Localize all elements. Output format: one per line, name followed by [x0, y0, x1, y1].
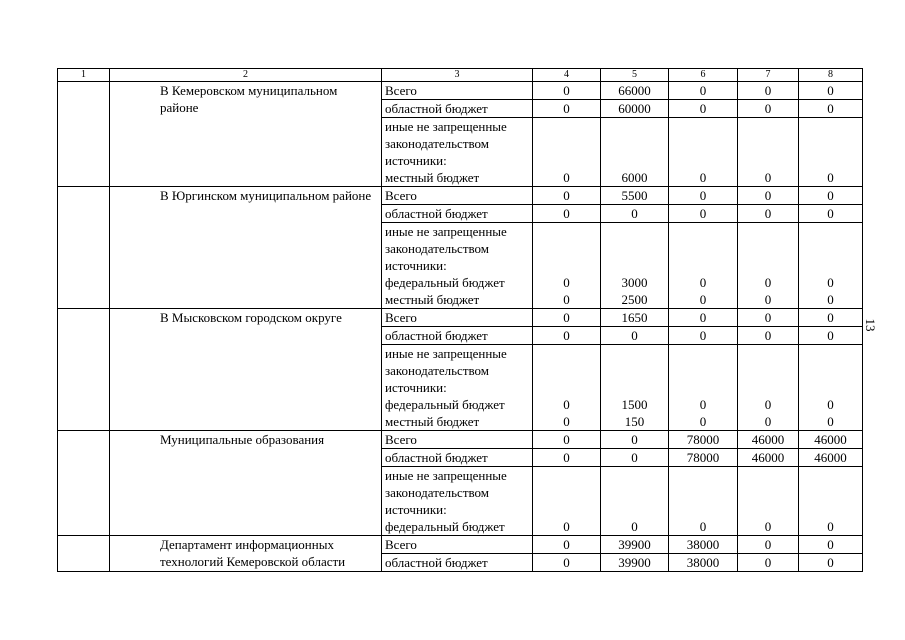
value-cell: 0 [738, 536, 799, 554]
table-row [58, 187, 863, 205]
value-cell: 0 [533, 205, 601, 223]
value-cell: 0 [533, 82, 601, 100]
value-cell: 0 [601, 205, 669, 223]
header-row [58, 69, 863, 82]
funding-source-cell [382, 118, 533, 187]
value-cell: 0 0 [799, 223, 863, 309]
value-cell: 0 [738, 100, 799, 118]
header-cell: 4 [533, 69, 601, 82]
funding-source-cell [382, 536, 533, 554]
value-cell: 39900 [601, 554, 669, 572]
value-cell: 38000 [669, 536, 738, 554]
value-cell: 0 [738, 467, 799, 536]
table-row [58, 431, 863, 449]
value-cell: 0 0 [533, 345, 601, 431]
value-cell: 0 [533, 431, 601, 449]
header-cell: 3 [382, 69, 533, 82]
value-cell: 0 [799, 467, 863, 536]
value-cell: 0 [533, 536, 601, 554]
funding-source-cell [382, 345, 533, 431]
value-cell: 0 [799, 187, 863, 205]
funding-source-label: законодательством [385, 363, 490, 378]
funding-source-cell [382, 327, 533, 345]
funding-source-cell [382, 449, 533, 467]
section-name: Департамент информационных технологий Кемеровской области [110, 536, 382, 572]
funding-source-label: иные не запрещенные [385, 346, 507, 361]
value-cell: 0 [601, 327, 669, 345]
value-cell: 66000 [601, 82, 669, 100]
funding-source-label: федеральный бюджет [385, 397, 505, 412]
funding-source-cell [382, 309, 533, 327]
value-cell: 0 [669, 467, 738, 536]
value-cell: 0 [738, 187, 799, 205]
funding-source-label: местный бюджет [385, 414, 480, 429]
value-cell: 0 0 [669, 223, 738, 309]
funding-source-cell [382, 431, 533, 449]
value-cell: 0 [601, 449, 669, 467]
funding-source-label: Всего [385, 83, 417, 98]
value-cell: 0 0 [799, 345, 863, 431]
funding-source-label: местный бюджет [385, 170, 480, 185]
funding-source-label: Всего [385, 432, 417, 447]
header-cell: 7 [738, 69, 799, 82]
funding-source-label: Всего [385, 310, 417, 325]
value-cell: 0 0 [669, 345, 738, 431]
value-cell: 0 [533, 187, 601, 205]
funding-source-label: областной бюджет [385, 328, 488, 343]
page-number: 13 [863, 318, 878, 332]
funding-source-label: федеральный бюджет [385, 275, 505, 290]
value-cell: 46000 [738, 431, 799, 449]
header-cell: 1 [58, 69, 110, 82]
budget-table [57, 68, 863, 572]
funding-source-label: областной бюджет [385, 206, 488, 221]
header-cell: 2 [110, 69, 382, 82]
value-cell: 0 [533, 467, 601, 536]
value-cell: 1500 150 [601, 345, 669, 431]
funding-source-cell [382, 82, 533, 100]
section-index-cell [58, 309, 110, 431]
header-cell: 6 [669, 69, 738, 82]
value-cell: 0 [669, 118, 738, 187]
value-cell: 0 [669, 82, 738, 100]
value-cell: 0 [799, 118, 863, 187]
value-cell: 0 [738, 554, 799, 572]
value-cell: 0 [533, 118, 601, 187]
value-cell: 0 [669, 309, 738, 327]
section-name: В Мысковском городском округе [110, 309, 382, 431]
funding-source-label: федеральный бюджет [385, 519, 505, 534]
section-index-cell [58, 431, 110, 536]
value-cell: 0 [533, 554, 601, 572]
value-cell: 0 [669, 187, 738, 205]
value-cell: 46000 [799, 449, 863, 467]
value-cell: 78000 [669, 449, 738, 467]
funding-source-cell [382, 187, 533, 205]
funding-source-label: Всего [385, 537, 417, 552]
value-cell: 0 [533, 327, 601, 345]
funding-source-label: Всего [385, 188, 417, 203]
funding-source-label: иные не запрещенные [385, 468, 507, 483]
value-cell: 0 [669, 100, 738, 118]
section-name: Муниципальные образования [110, 431, 382, 536]
value-cell: 0 [533, 309, 601, 327]
value-cell: 6000 [601, 118, 669, 187]
funding-source-label: законодательством [385, 485, 490, 500]
value-cell: 1650 [601, 309, 669, 327]
value-cell: 60000 [601, 100, 669, 118]
value-cell: 0 [799, 554, 863, 572]
value-cell: 0 [799, 309, 863, 327]
value-cell: 0 [669, 205, 738, 223]
table-row [58, 309, 863, 327]
value-cell: 0 [669, 327, 738, 345]
value-cell: 38000 [669, 554, 738, 572]
section-index-cell [58, 536, 110, 572]
value-cell: 0 [738, 309, 799, 327]
value-cell: 0 [799, 536, 863, 554]
value-cell: 0 [799, 205, 863, 223]
funding-source-label: источники: [385, 258, 447, 273]
value-cell: 0 [738, 205, 799, 223]
value-cell: 0 [799, 82, 863, 100]
funding-source-cell [382, 100, 533, 118]
funding-source-label: областной бюджет [385, 101, 488, 116]
funding-source-label: законодательством [385, 241, 490, 256]
funding-source-label: источники: [385, 380, 447, 395]
funding-source-cell [382, 467, 533, 536]
funding-source-label: областной бюджет [385, 555, 488, 570]
section-index-cell [58, 82, 110, 187]
value-cell: 46000 [799, 431, 863, 449]
value-cell: 0 [533, 100, 601, 118]
section-name: В Кемеровском муниципальном районе [110, 82, 382, 187]
section-index-cell [58, 187, 110, 309]
header-cell: 5 [601, 69, 669, 82]
value-cell: 0 0 [738, 345, 799, 431]
funding-source-label: законодательством [385, 136, 490, 151]
table-row [58, 536, 863, 554]
value-cell: 46000 [738, 449, 799, 467]
section-name: В Юргинском муниципальном районе [110, 187, 382, 309]
table-row [58, 82, 863, 100]
value-cell: 0 [738, 327, 799, 345]
value-cell: 0 [738, 118, 799, 187]
value-cell: 0 0 [738, 223, 799, 309]
value-cell: 0 [738, 82, 799, 100]
funding-source-cell [382, 223, 533, 309]
funding-source-label: источники: [385, 153, 447, 168]
funding-source-label: областной бюджет [385, 450, 488, 465]
value-cell: 0 [533, 449, 601, 467]
value-cell: 0 [799, 327, 863, 345]
funding-source-label: иные не запрещенные [385, 224, 507, 239]
value-cell: 39900 [601, 536, 669, 554]
value-cell: 3000 2500 [601, 223, 669, 309]
funding-source-label: иные не запрещенные [385, 119, 507, 134]
value-cell: 0 [799, 100, 863, 118]
funding-source-label: источники: [385, 502, 447, 517]
funding-source-cell [382, 205, 533, 223]
value-cell: 0 0 [533, 223, 601, 309]
value-cell: 78000 [669, 431, 738, 449]
header-cell: 8 [799, 69, 863, 82]
value-cell: 0 [601, 431, 669, 449]
funding-source-label: местный бюджет [385, 292, 480, 307]
value-cell: 0 [601, 467, 669, 536]
funding-source-cell [382, 554, 533, 572]
value-cell: 5500 [601, 187, 669, 205]
